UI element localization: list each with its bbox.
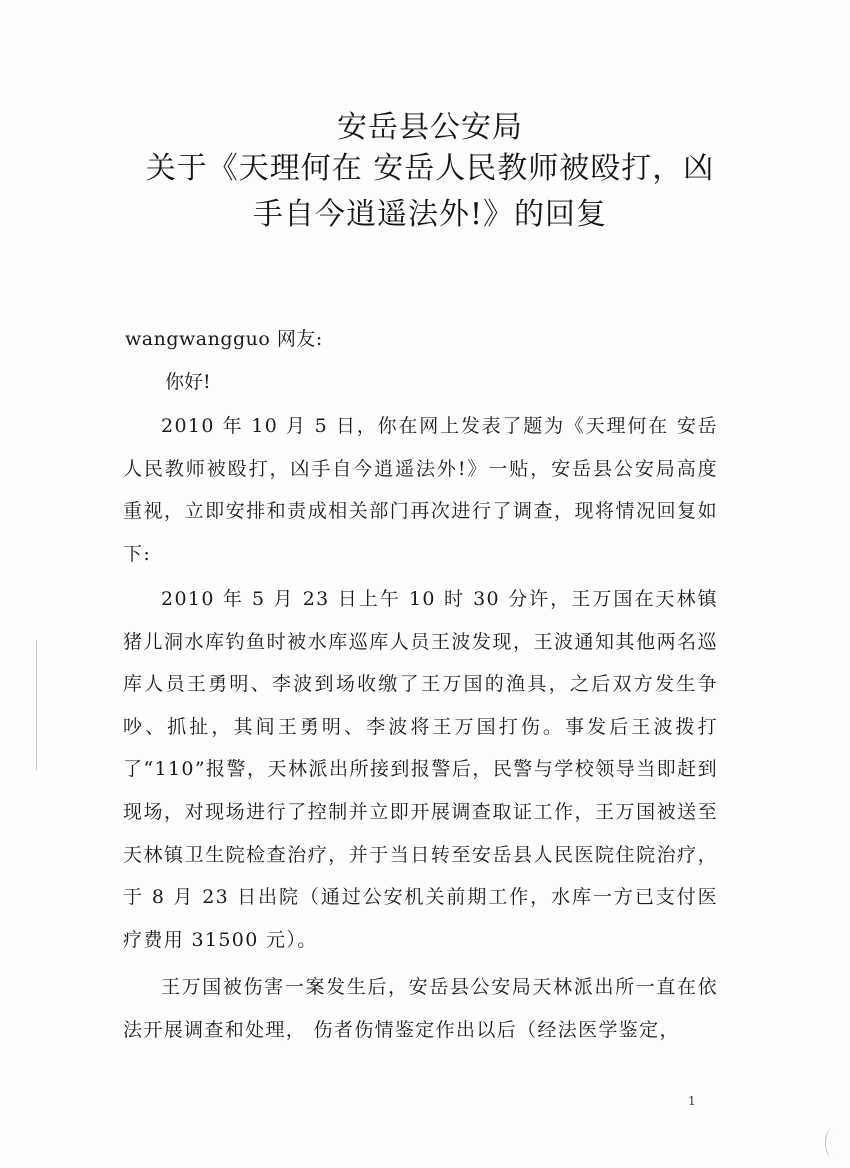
salutation: wangwangguo 网友:: [125, 328, 323, 350]
scan-binding-mark: [36, 640, 37, 770]
paragraph-intro: 2010 年 10 月 5 日，你在网上发表了题为《天理何在 安岳人民教师被殴打，凶手自今逍遥法外!》一贴，安岳县公安局高度重视，立即安排和责成相关部门再次进行了调查，现将情况回复如下:: [123, 415, 718, 565]
paragraph-incident: 2010 年 5 月 23 日上午 10 时 30 分许，王万国在天林镇猪儿洞水库钓鱼时被水库巡库人员王波发现，王波通知其他两名巡库人员王勇明、李波到场收缴了王万国的渔具，之后双方发生争吵、抓扯，其间王勇明、李波将王万国打伤。事发后王波拨打了“110”报警，天林派出所接到报警后，民警与学校领导当即赶到现场，对现场进行了控制并立即开展调查取证工作，王万国被送至天林镇卫生院检查治疗，并于当日转至安岳县人民医院住院治疗，于 8 月 23 日出院（通过公安机关前期工作，水库一方已支付医疗费用 31500 元）。: [123, 588, 718, 951]
title-subject-line-2: 手自今逍遥法外!》的回复: [252, 197, 608, 232]
paragraph-investigation: 王万国被伤害一案发生后，安岳县公安局天林派出所一直在依法开展调查和处理， 伤者伤情鉴定作出以后（经法医学鉴定，: [123, 976, 718, 1041]
title-subject-line-1: 关于《天理何在 安岳人民教师被殴打，凶: [145, 151, 715, 186]
greeting: 你好!: [165, 371, 211, 393]
scan-edge-mark: [825, 1128, 840, 1158]
title-issuer: 安岳县公安局: [337, 110, 523, 145]
page-number: 1: [688, 1094, 696, 1108]
